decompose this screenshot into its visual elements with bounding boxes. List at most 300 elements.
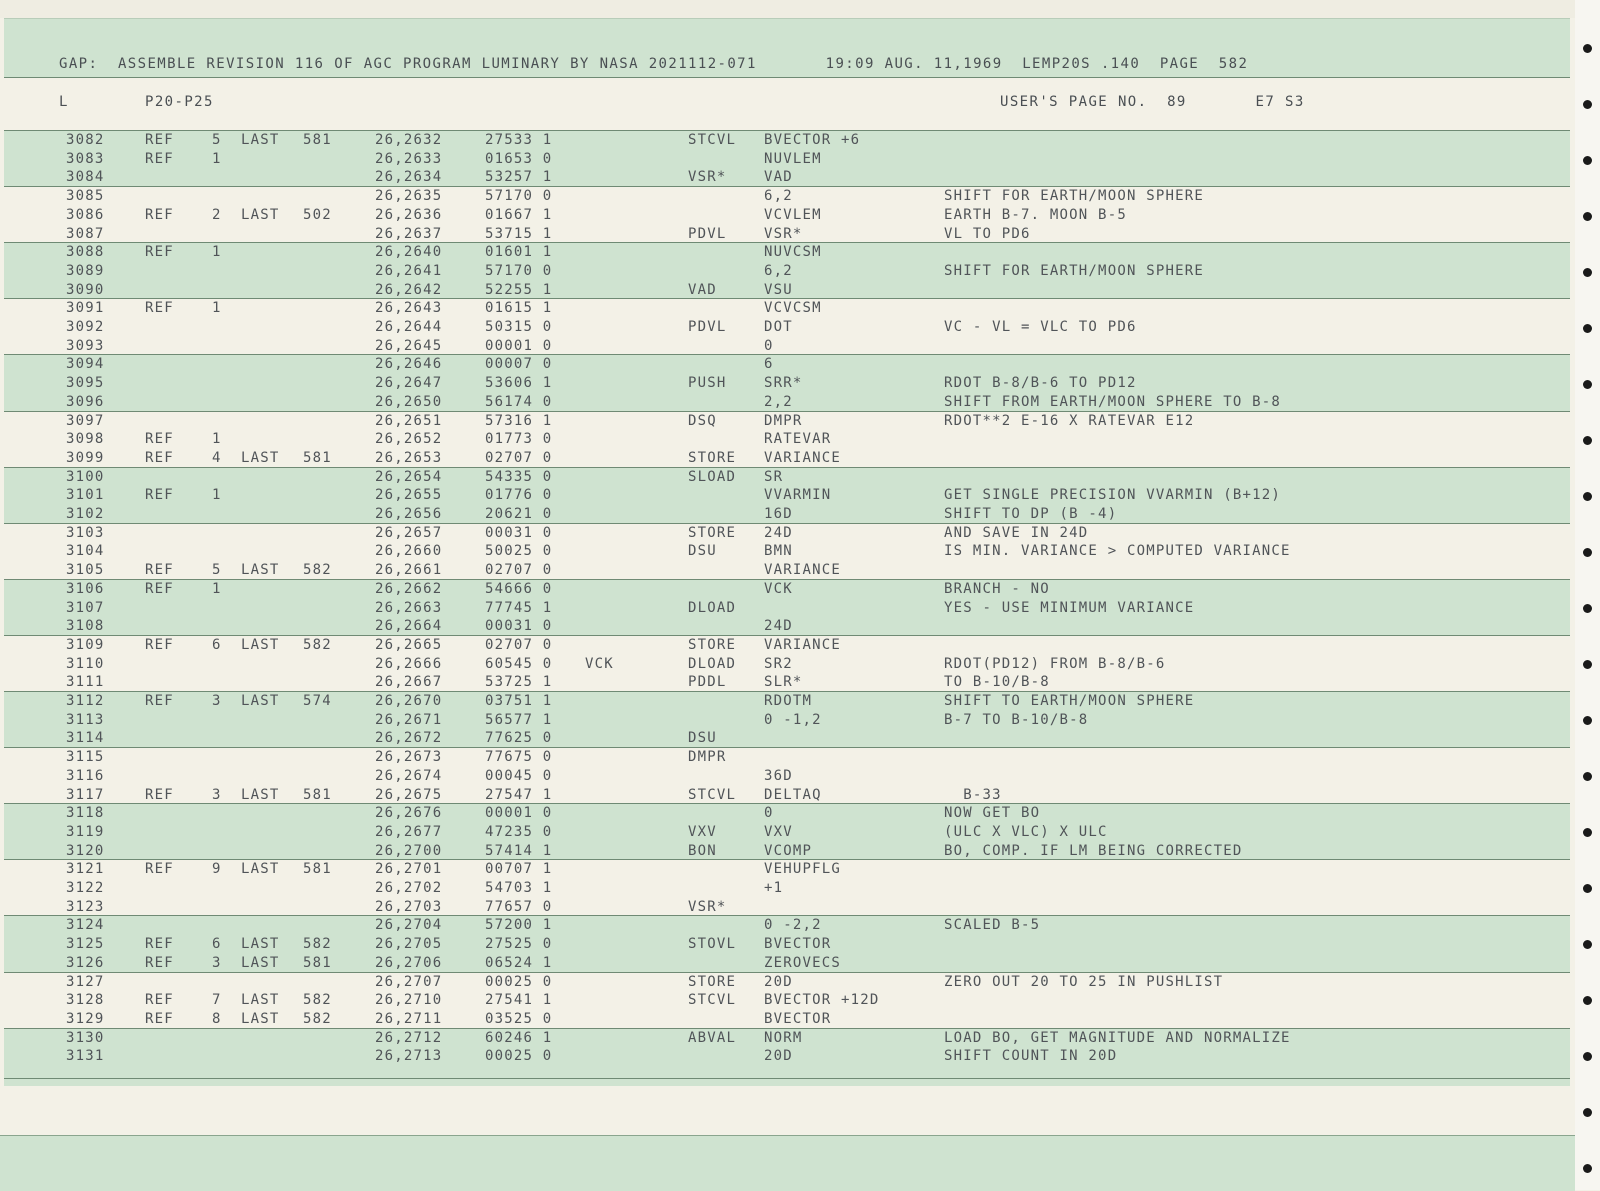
cell-addr: 26,2655 xyxy=(375,487,443,504)
listing-row xyxy=(0,450,1570,469)
cell-operand: DELTAQ xyxy=(764,786,822,803)
cell-line: 3128 xyxy=(66,992,105,1009)
cell-word: 03751 1 xyxy=(485,693,553,709)
cell-addr: 26,2640 xyxy=(375,244,443,261)
listing-row xyxy=(0,226,1570,245)
listing-row xyxy=(0,487,1570,506)
cell-comment: RDOT**2 E-16 X RATEVAR E12 xyxy=(944,412,1195,429)
cell-operand: BMN xyxy=(764,543,793,560)
cell-comment: SHIFT TO EARTH/MOON SPHERE xyxy=(944,693,1195,709)
cell-operand: 20D xyxy=(764,973,793,990)
cell-line: 3102 xyxy=(66,506,105,522)
cell-line: 3099 xyxy=(66,449,105,466)
cell-word: 27533 1 xyxy=(485,132,553,148)
cell-word: 03525 0 xyxy=(485,1010,553,1027)
cell-word: 77625 0 xyxy=(485,730,553,747)
listing-row xyxy=(0,525,1570,544)
cell-word: 00025 0 xyxy=(485,1048,553,1065)
feed-hole-icon xyxy=(1583,772,1592,781)
cell-addr: 26,2675 xyxy=(375,786,443,803)
feed-hole-icon xyxy=(1583,996,1592,1005)
listing-row xyxy=(0,1048,1570,1067)
cell-comment: NOW GET BO xyxy=(944,805,1041,822)
footer-band xyxy=(0,1135,1575,1191)
cell-op: STCVL xyxy=(688,786,737,803)
cell-operand: BVECTOR +6 xyxy=(764,132,861,148)
cell-addr: 26,2707 xyxy=(375,973,443,990)
cell-operand: VSR* xyxy=(764,225,803,242)
cell-line: 3121 xyxy=(66,861,105,878)
cell-word: 77657 0 xyxy=(485,898,553,915)
cell-refn: 5 xyxy=(212,562,222,579)
cell-addr: 26,2634 xyxy=(375,169,443,186)
cell-page: 581 xyxy=(303,132,332,148)
cell-addr: 26,2632 xyxy=(375,132,443,148)
cell-comment: YES - USE MINIMUM VARIANCE xyxy=(944,599,1195,616)
cell-comment: RDOT(PD12) FROM B-8/B-6 xyxy=(944,655,1166,672)
cell-page: 582 xyxy=(303,992,332,1009)
cell-comment: TO B-10/B-8 xyxy=(944,674,1050,691)
cell-last: LAST xyxy=(241,936,280,953)
cell-line: 3117 xyxy=(66,786,105,803)
listing-row xyxy=(0,824,1570,843)
cell-ref: REF xyxy=(145,562,174,579)
cell-comment: ZERO OUT 20 TO 25 IN PUSHLIST xyxy=(944,973,1224,990)
cell-operand: SR2 xyxy=(764,655,793,672)
cell-ref: REF xyxy=(145,693,174,709)
cell-operand: 2,2 xyxy=(764,393,793,410)
listing-row xyxy=(0,637,1570,656)
feed-hole-icon xyxy=(1583,492,1592,501)
cell-addr: 26,2652 xyxy=(375,431,443,448)
cell-operand: VVARMIN xyxy=(764,487,832,504)
feed-hole-icon xyxy=(1583,548,1592,557)
cell-word: 00001 0 xyxy=(485,337,553,354)
cell-line: 3116 xyxy=(66,767,105,784)
cell-comment: SHIFT COUNT IN 20D xyxy=(944,1048,1118,1065)
listing-row xyxy=(0,936,1570,955)
listing-row xyxy=(0,506,1570,525)
cell-line: 3104 xyxy=(66,543,105,560)
cell-line: 3088 xyxy=(66,244,105,261)
cell-op: STORE xyxy=(688,524,737,541)
cell-line: 3115 xyxy=(66,749,105,766)
listing-row xyxy=(0,319,1570,338)
cell-page: 574 xyxy=(303,693,332,709)
top-strip xyxy=(0,0,1575,18)
cell-line: 3113 xyxy=(66,711,105,728)
cell-line: 3131 xyxy=(66,1048,105,1065)
cell-addr: 26,2676 xyxy=(375,805,443,822)
cell-addr: 26,2653 xyxy=(375,449,443,466)
cell-addr: 26,2660 xyxy=(375,543,443,560)
cell-addr: 26,2657 xyxy=(375,524,443,541)
listing-row xyxy=(0,431,1570,450)
cell-operand: SLR* xyxy=(764,674,803,691)
user-page-number: USER'S PAGE NO. 89 E7 S3 xyxy=(1000,94,1305,110)
listing-row xyxy=(0,974,1570,993)
cell-line: 3100 xyxy=(66,468,105,485)
cell-operand: BVECTOR xyxy=(764,1010,832,1027)
cell-page: 582 xyxy=(303,936,332,953)
cell-operand: VCOMP xyxy=(764,842,813,859)
cell-line: 3089 xyxy=(66,262,105,279)
cell-ref: REF xyxy=(145,786,174,803)
cell-comment: (ULC X VLC) X ULC xyxy=(944,823,1108,840)
cell-word: 57316 1 xyxy=(485,412,553,429)
cell-operand: RATEVAR xyxy=(764,431,832,448)
cell-operand: SR xyxy=(764,468,784,485)
cell-addr: 26,2702 xyxy=(375,880,443,896)
cell-word: 53257 1 xyxy=(485,169,553,186)
cell-word: 50315 0 xyxy=(485,319,553,335)
cell-word: 06524 1 xyxy=(485,954,553,971)
cell-comment: SHIFT TO DP (B -4) xyxy=(944,506,1118,522)
cell-op: DSQ xyxy=(688,412,717,429)
listing-row xyxy=(0,618,1570,637)
cell-operand: NUVCSM xyxy=(764,244,822,261)
cell-operand: VARIANCE xyxy=(764,562,842,579)
feed-hole-icon xyxy=(1583,44,1592,53)
listing-row xyxy=(0,413,1570,432)
feed-hole-icon xyxy=(1583,716,1592,725)
cell-refn: 1 xyxy=(212,244,222,261)
cell-ref: REF xyxy=(145,936,174,953)
cell-word: 00045 0 xyxy=(485,767,553,784)
listing-row xyxy=(0,282,1570,301)
listing-row xyxy=(0,712,1570,731)
cell-addr: 26,2667 xyxy=(375,674,443,691)
cell-line: 3127 xyxy=(66,973,105,990)
cell-operand: VARIANCE xyxy=(764,449,842,466)
cell-word: 54666 0 xyxy=(485,580,553,597)
cell-operand: 0 -2,2 xyxy=(764,917,822,934)
listing-row xyxy=(0,656,1570,675)
cell-operand: NORM xyxy=(764,1029,803,1046)
cell-refn: 4 xyxy=(212,449,222,466)
listing-row xyxy=(0,394,1570,413)
tractor-feed-strip xyxy=(1575,0,1600,1190)
cell-op: ABVAL xyxy=(688,1029,737,1046)
cell-operand: 20D xyxy=(764,1048,793,1065)
cell-ref: REF xyxy=(145,636,174,653)
cell-line: 3109 xyxy=(66,636,105,653)
cell-word: 27541 1 xyxy=(485,992,553,1009)
feed-hole-icon xyxy=(1583,660,1592,669)
cell-line: 3090 xyxy=(66,281,105,298)
cell-operand: VXV xyxy=(764,823,793,840)
cell-refn: 7 xyxy=(212,992,222,1009)
cell-operand: 0 xyxy=(764,805,774,822)
listing-row xyxy=(0,300,1570,319)
cell-refn: 2 xyxy=(212,206,222,223)
feed-hole-icon xyxy=(1583,604,1592,613)
cell-addr: 26,2656 xyxy=(375,506,443,522)
bottom-rule xyxy=(4,1078,1570,1079)
listing-row xyxy=(0,244,1570,263)
cell-line: 3122 xyxy=(66,880,105,896)
cell-line: 3095 xyxy=(66,375,105,392)
cell-operand: 0 xyxy=(764,337,774,354)
cell-last: LAST xyxy=(241,954,280,971)
cell-word: 01601 1 xyxy=(485,244,553,261)
cell-word: 56577 1 xyxy=(485,711,553,728)
cell-addr: 26,2706 xyxy=(375,954,443,971)
cell-comment: GET SINGLE PRECISION VVARMIN (B+12) xyxy=(944,487,1282,504)
cell-ref: REF xyxy=(145,132,174,148)
cell-op: STCVL xyxy=(688,992,737,1009)
cell-last: LAST xyxy=(241,693,280,709)
listing-row xyxy=(0,581,1570,600)
cell-operand: +1 xyxy=(764,880,784,896)
cell-op: PDDL xyxy=(688,674,727,691)
cell-addr: 26,2674 xyxy=(375,767,443,784)
cell-operand: SRR* xyxy=(764,375,803,392)
cell-op: VAD xyxy=(688,281,717,298)
cell-refn: 1 xyxy=(212,150,222,167)
cell-word: 52255 1 xyxy=(485,281,553,298)
cell-operand: 0 -1,2 xyxy=(764,711,822,728)
cell-ref: REF xyxy=(145,580,174,597)
cell-ref: REF xyxy=(145,487,174,504)
cell-word: 00031 0 xyxy=(485,524,553,541)
cell-addr: 26,2641 xyxy=(375,262,443,279)
cell-last: LAST xyxy=(241,1010,280,1027)
listing-row xyxy=(0,787,1570,806)
cell-operand: BVECTOR xyxy=(764,936,832,953)
cell-word: 00001 0 xyxy=(485,805,553,822)
cell-word: 27525 0 xyxy=(485,936,553,953)
cell-addr: 26,2633 xyxy=(375,150,443,167)
cell-refn: 3 xyxy=(212,786,222,803)
cell-addr: 26,2637 xyxy=(375,225,443,242)
listing-row xyxy=(0,543,1570,562)
cell-line: 3091 xyxy=(66,300,105,317)
cell-line: 3107 xyxy=(66,599,105,616)
cell-word: 57200 1 xyxy=(485,917,553,934)
feed-hole-icon xyxy=(1583,100,1592,109)
cell-line: 3086 xyxy=(66,206,105,223)
cell-comment: B-7 TO B-10/B-8 xyxy=(944,711,1089,728)
cell-word: 01776 0 xyxy=(485,487,553,504)
cell-last: LAST xyxy=(241,449,280,466)
cell-word: 00031 0 xyxy=(485,618,553,635)
listing-row xyxy=(0,861,1570,880)
cell-line: 3082 xyxy=(66,132,105,148)
cell-word: 60246 1 xyxy=(485,1029,553,1046)
listing-row xyxy=(0,768,1570,787)
cell-addr: 26,2711 xyxy=(375,1010,443,1027)
cell-operand: NUVLEM xyxy=(764,150,822,167)
cell-addr: 26,2712 xyxy=(375,1029,443,1046)
cell-operand: 24D xyxy=(764,618,793,635)
cell-addr: 26,2650 xyxy=(375,393,443,410)
cell-op: PUSH xyxy=(688,375,727,392)
cell-word: 01653 0 xyxy=(485,150,553,167)
cell-word: 02707 0 xyxy=(485,636,553,653)
cell-addr: 26,2701 xyxy=(375,861,443,878)
cell-word: 00007 0 xyxy=(485,356,553,373)
cell-op: DSU xyxy=(688,730,717,747)
cell-ref: REF xyxy=(145,300,174,317)
cell-page: 581 xyxy=(303,786,332,803)
cell-line: 3126 xyxy=(66,954,105,971)
cell-line: 3094 xyxy=(66,356,105,373)
cell-word: 01667 1 xyxy=(485,206,553,223)
cell-page: 581 xyxy=(303,449,332,466)
feed-hole-icon xyxy=(1583,156,1592,165)
cell-addr: 26,2671 xyxy=(375,711,443,728)
cell-addr: 26,2704 xyxy=(375,917,443,934)
cell-addr: 26,2703 xyxy=(375,898,443,915)
listing-row xyxy=(0,562,1570,581)
cell-page: 582 xyxy=(303,562,332,579)
cell-addr: 26,2643 xyxy=(375,300,443,317)
cell-operand: VCVLEM xyxy=(764,206,822,223)
cell-page: 582 xyxy=(303,636,332,653)
cell-comment: VC - VL = VLC TO PD6 xyxy=(944,319,1137,335)
cell-operand: DOT xyxy=(764,319,793,335)
cell-operand: DMPR xyxy=(764,412,803,429)
cell-refn: 6 xyxy=(212,636,222,653)
cell-last: LAST xyxy=(241,786,280,803)
cell-comment: EARTH B-7. MOON B-5 xyxy=(944,206,1127,223)
cell-refn: 1 xyxy=(212,580,222,597)
listing-row xyxy=(0,375,1570,394)
cell-refn: 6 xyxy=(212,936,222,953)
cell-ref: REF xyxy=(145,449,174,466)
cell-addr: 26,2654 xyxy=(375,468,443,485)
cell-addr: 26,2661 xyxy=(375,562,443,579)
cell-word: 60545 0 xyxy=(485,655,553,672)
cell-word: 56174 0 xyxy=(485,393,553,410)
cell-last: LAST xyxy=(241,861,280,878)
cell-operand: 36D xyxy=(764,767,793,784)
cell-line: 3114 xyxy=(66,730,105,747)
cell-last: LAST xyxy=(241,206,280,223)
cell-addr: 26,2705 xyxy=(375,936,443,953)
cell-op: VXV xyxy=(688,823,717,840)
cell-line: 3098 xyxy=(66,431,105,448)
cell-line: 3097 xyxy=(66,412,105,429)
cell-op: STORE xyxy=(688,449,737,466)
cell-comment: SCALED B-5 xyxy=(944,917,1041,934)
listing-row xyxy=(0,693,1570,712)
cell-word: 53715 1 xyxy=(485,225,553,242)
listing-row xyxy=(0,843,1570,862)
cell-ref: REF xyxy=(145,206,174,223)
cell-addr: 26,2645 xyxy=(375,337,443,354)
cell-refn: 1 xyxy=(212,300,222,317)
cell-word: 53606 1 xyxy=(485,375,553,392)
cell-line: 3119 xyxy=(66,823,105,840)
cell-addr: 26,2642 xyxy=(375,281,443,298)
cell-line: 3103 xyxy=(66,524,105,541)
listing-row xyxy=(0,992,1570,1011)
listing-mark: L xyxy=(59,94,69,110)
cell-line: 3130 xyxy=(66,1029,105,1046)
cell-refn: 1 xyxy=(212,487,222,504)
cell-line: 3106 xyxy=(66,580,105,597)
cell-line: 3108 xyxy=(66,618,105,635)
feed-hole-icon xyxy=(1583,212,1592,221)
cell-addr: 26,2663 xyxy=(375,599,443,616)
cell-operand: ZEROVECS xyxy=(764,954,842,971)
page-header: GAP: ASSEMBLE REVISION 116 OF AGC PROGRAM LUMINARY BY NASA 2021112-071 19:09 AUG. 11,1969 LEMP20S .140 PAGE 582 xyxy=(59,56,1249,72)
cell-comment: VL TO PD6 xyxy=(944,225,1031,242)
cell-page: 581 xyxy=(303,861,332,878)
feed-hole-icon xyxy=(1583,268,1592,277)
cell-op: DLOAD xyxy=(688,655,737,672)
cell-comment: BO, COMP. IF LM BEING CORRECTED xyxy=(944,842,1243,859)
feed-hole-icon xyxy=(1583,436,1592,445)
listing-row xyxy=(0,730,1570,749)
cell-operand: VCVCSM xyxy=(764,300,822,317)
cell-op: STORE xyxy=(688,636,737,653)
cell-addr: 26,2700 xyxy=(375,842,443,859)
listing-row xyxy=(0,169,1570,188)
cell-ref: REF xyxy=(145,992,174,1009)
cell-comment: RDOT B-8/B-6 TO PD12 xyxy=(944,375,1137,392)
cell-addr: 26,2677 xyxy=(375,823,443,840)
listing-row xyxy=(0,749,1570,768)
cell-ref: REF xyxy=(145,431,174,448)
feed-hole-icon xyxy=(1583,940,1592,949)
cell-addr: 26,2665 xyxy=(375,636,443,653)
cell-last: LAST xyxy=(241,636,280,653)
cell-word: 47235 0 xyxy=(485,823,553,840)
cell-op: PDVL xyxy=(688,225,727,242)
cell-line: 3110 xyxy=(66,655,105,672)
cell-refn: 9 xyxy=(212,861,222,878)
cell-op: DSU xyxy=(688,543,717,560)
cell-last: LAST xyxy=(241,992,280,1009)
listing-row xyxy=(0,880,1570,899)
cell-word: 53725 1 xyxy=(485,674,553,691)
cell-word: 01773 0 xyxy=(485,431,553,448)
cell-comment: BRANCH - NO xyxy=(944,580,1050,597)
cell-ref: REF xyxy=(145,861,174,878)
cell-word: 00025 0 xyxy=(485,973,553,990)
listing-row xyxy=(0,263,1570,282)
cell-refn: 3 xyxy=(212,693,222,709)
cell-operand: BVECTOR +12D xyxy=(764,992,880,1009)
cell-word: 77675 0 xyxy=(485,749,553,766)
cell-addr: 26,2635 xyxy=(375,188,443,205)
cell-line: 3101 xyxy=(66,487,105,504)
cell-word: 20621 0 xyxy=(485,506,553,522)
feed-hole-icon xyxy=(1583,1052,1592,1061)
feed-hole-icon xyxy=(1583,324,1592,333)
listing-row xyxy=(0,1011,1570,1030)
feed-hole-icon xyxy=(1583,380,1592,389)
listing-row xyxy=(0,899,1570,918)
cell-word: 00707 1 xyxy=(485,861,553,878)
cell-word: 57170 0 xyxy=(485,262,553,279)
cell-word: 50025 0 xyxy=(485,543,553,560)
cell-op: VSR* xyxy=(688,169,727,186)
listing-row xyxy=(0,805,1570,824)
cell-operand: VARIANCE xyxy=(764,636,842,653)
cell-ref: REF xyxy=(145,954,174,971)
cell-page: 582 xyxy=(303,1010,332,1027)
cell-operand: VCK xyxy=(764,580,793,597)
section-title: P20-P25 xyxy=(145,94,214,110)
listing-row xyxy=(0,338,1570,357)
cell-line: 3093 xyxy=(66,337,105,354)
cell-addr: 26,2713 xyxy=(375,1048,443,1065)
listing-row xyxy=(0,207,1570,226)
